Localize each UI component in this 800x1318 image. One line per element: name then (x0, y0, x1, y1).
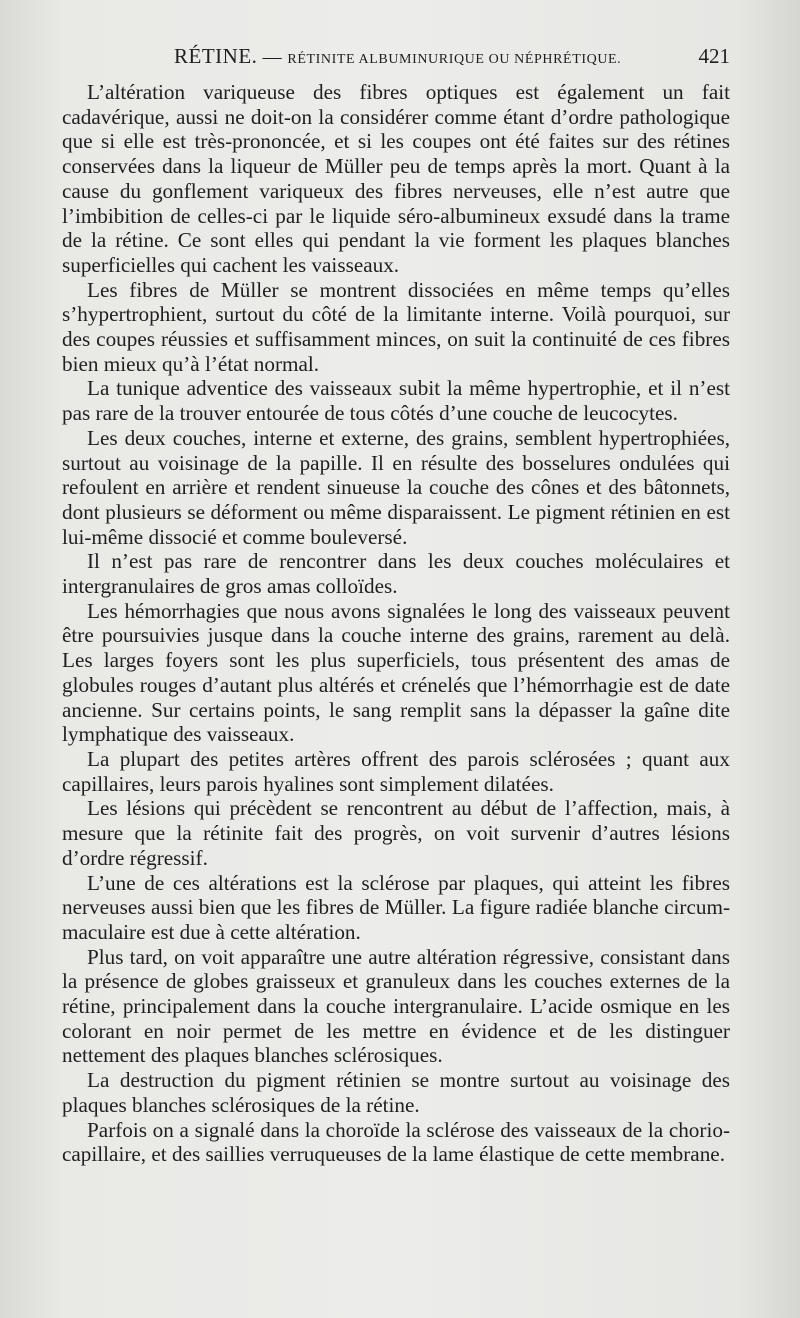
paragraph: La destruction du pigment rétinien se montre surtout au voisinage des plaques blanches sclérosiques de la rétine. (62, 1068, 730, 1117)
running-head (174, 44, 621, 69)
paragraph: Il n’est pas rare de rencontrer dans les deux couches moléculaires et intergranulaires de gros amas colloïdes. (62, 549, 730, 599)
page-header (62, 44, 730, 74)
paragraph: Les lésions qui précèdent se rencontrent au début de l’affection, mais, à mesure que la rétinite fait des progrès, on voit survenir d’autres lésions d’ordre régressif. (62, 796, 730, 870)
paragraph: Les fibres de Müller se montrent dissociées en même temps qu’elles s’hypertrophient, surtout du côté de la limitante interne. Voilà pourquoi, sur des coupes réussies et suffisamment minces, on suit la continuité de ces fibres bien mieux qu’à l’état normal. (62, 277, 730, 376)
paragraph: L’altération variqueuse des fibres optiques est également un fait cadavérique, aussi ne doit-on la considérer comme étant d’ordre pathologique que si elle est très-prononcée, et si les coupes ont été faites sur des rétines conservées dans la liqueur de Müller peu de temps après la mort. Quant à la cause du gonflement variqueux des fibres nerveuses, elle n’est autre que l’imbibition de celles-ci par le liquide séro-albumineux exsudé dans la trame de la rétine. Ce sont elles qui pendant la vie forment les plaques blanches superficielles qui cachent les vaisseaux. (62, 80, 730, 277)
body-text (62, 80, 730, 1167)
paragraph: Plus tard, on voit apparaître une autre altération régressive, consistant dans la présence de globes graisseux et granuleux dans les couches externes de la rétine, principalement dans la couche intergranulaire. L’acide osmique en les colorant en noir permet de les mettre en évidence et de les distinguer nettement des plaques blanches sclérosiques. (62, 944, 730, 1068)
paragraph: L’une de ces altérations est la sclérose par plaques, qui atteint les fibres nerveuses aussi bien que les fibres de Müller. La figure radiée blanche circum-maculaire est due à cette altération. (62, 870, 730, 944)
paragraph: Les deux couches, interne et externe, des grains, semblent hypertrophiées, surtout au voisinage de la papille. Il en résulte des bosselures ondulées qui refoulent en arrière et rendent sinueuse la couche des cônes et des bâtonnets, dont plusieurs se déforment ou même disparaissent. Le pigment rétinien en est lui-même dissocié et comme bouleversé. (62, 425, 730, 549)
paragraph: La plupart des petites artères offrent des parois sclérosées ; quant aux capillaires, leurs parois hyalines sont simplement dilatées. (62, 746, 730, 796)
paragraph: Les hémorrhagies que nous avons signalées le long des vaisseaux peuvent être poursuivies jusque dans la couche interne des grains, rarement au delà. Les larges foyers sont les plus superficiels, tous présentent des amas de globules rouges d’autant plus altérés et crénelés que l’hémorrhagie est de date ancienne. Sur certains points, le sang remplit sans la dépasser la gaîne dite lymphatique des vaisseaux. (62, 598, 730, 747)
running-head-separator: — (262, 47, 283, 68)
paragraph: Parfois on a signalé dans la choroïde la sclérose des vaisseaux de la chorio-capillaire, et des saillies verruqueuses de la lame élastique de cette membrane. (62, 1117, 730, 1167)
paragraph: La tunique adventice des vaisseaux subit la même hypertrophie, et il n’est pas rare de la trouver entourée de tous côtés d’une couche de leucocytes. (62, 376, 730, 426)
running-head-title: RÉTINE. (174, 44, 258, 68)
running-head-subtitle: RÉTINITE ALBUMINURIQUE OU NÉPHRÉTIQUE. (287, 52, 622, 67)
page-number: 421 (698, 44, 730, 68)
